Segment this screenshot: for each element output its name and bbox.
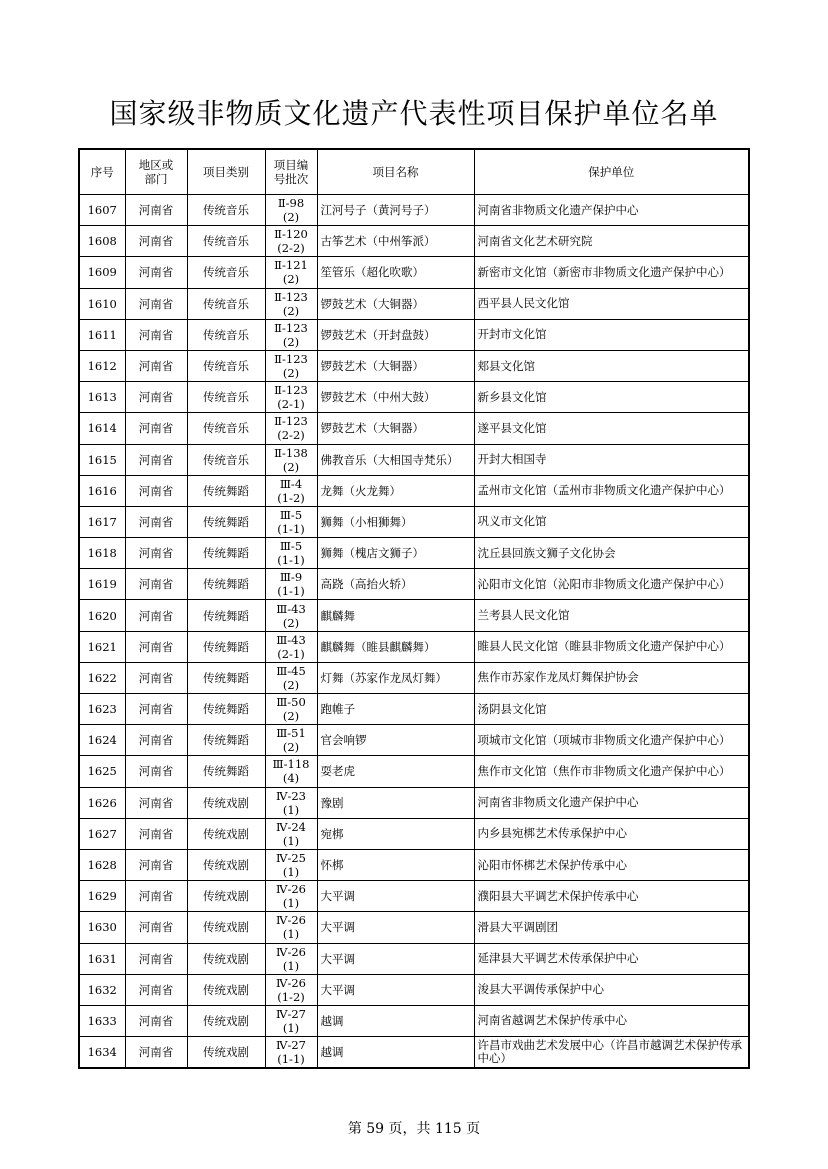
row-region: 河南省	[125, 787, 187, 818]
row-region: 河南省	[125, 538, 187, 569]
table-row	[79, 444, 749, 475]
row-category: 传统戏剧	[187, 818, 265, 849]
row-name: 越调	[317, 1037, 474, 1069]
row-name: 江河号子（黄河号子）	[317, 195, 474, 226]
row-name: 高跷（高抬火轿）	[317, 569, 474, 600]
row-seq: 1612	[79, 350, 125, 381]
row-batch: (2)	[282, 709, 300, 724]
row-unit: 滑县大平调剧团	[474, 912, 749, 943]
row-code	[265, 694, 317, 725]
table-header-row	[79, 149, 749, 195]
row-seq: 1629	[79, 881, 125, 912]
row-code	[265, 288, 317, 319]
row-code	[265, 569, 317, 600]
row-code	[265, 1037, 317, 1069]
row-category: 传统舞蹈	[187, 538, 265, 569]
table-row	[79, 662, 749, 693]
row-name: 狮舞（小相狮舞）	[317, 506, 474, 537]
table-row	[79, 849, 749, 880]
row-unit: 遂平县文化馆	[474, 413, 749, 444]
row-batch: (1-1)	[277, 1052, 305, 1067]
table-row	[79, 226, 749, 257]
row-code-number: Ⅳ-27	[275, 1038, 306, 1053]
row-code-number: Ⅱ-138	[274, 445, 308, 460]
row-unit: 新乡县文化馆	[474, 382, 749, 413]
row-seq: 1620	[79, 600, 125, 631]
table-row	[79, 1005, 749, 1036]
row-name: 官会响锣	[317, 725, 474, 756]
row-unit: 巩义市文化馆	[474, 506, 749, 537]
row-region: 河南省	[125, 725, 187, 756]
row-unit: 河南省越调艺术保护传承中心	[474, 1005, 749, 1036]
row-category: 传统戏剧	[187, 912, 265, 943]
table-row	[79, 881, 749, 912]
row-region: 河南省	[125, 943, 187, 974]
row-code-number: Ⅲ-51	[276, 726, 306, 741]
table-row	[79, 631, 749, 662]
row-unit: 河南省文化艺术研究院	[474, 226, 749, 257]
row-seq: 1611	[79, 319, 125, 350]
row-batch: (1)	[282, 865, 300, 880]
row-unit: 郏县文化馆	[474, 350, 749, 381]
row-code-number: Ⅲ-5	[279, 507, 303, 522]
row-unit: 孟州市文化馆（孟州市非物质文化遗产保护中心）	[474, 475, 749, 506]
row-region: 河南省	[125, 849, 187, 880]
row-name: 龙舞（火龙舞）	[317, 475, 474, 506]
row-code-number: Ⅲ-45	[276, 663, 306, 678]
row-seq: 1616	[79, 475, 125, 506]
row-name: 大平调	[317, 974, 474, 1005]
row-name: 灯舞（苏家作龙凤灯舞）	[317, 662, 474, 693]
row-region: 河南省	[125, 226, 187, 257]
row-region: 河南省	[125, 257, 187, 288]
row-batch: (2)	[282, 210, 300, 225]
row-region: 河南省	[125, 756, 187, 787]
row-code	[265, 787, 317, 818]
row-seq: 1610	[79, 288, 125, 319]
row-batch: (1)	[282, 896, 300, 911]
table-row	[79, 756, 749, 787]
row-unit: 睢县人民文化馆（睢县非物质文化遗产保护中心）	[474, 631, 749, 662]
row-code	[265, 257, 317, 288]
row-name: 锣鼓艺术（大铜器）	[317, 288, 474, 319]
row-category: 传统戏剧	[187, 974, 265, 1005]
row-name: 耍老虎	[317, 756, 474, 787]
row-code-number: Ⅱ-123	[274, 383, 308, 398]
row-seq: 1621	[79, 631, 125, 662]
row-batch: (1)	[282, 927, 300, 942]
row-name: 豫剧	[317, 787, 474, 818]
row-unit: 内乡县宛梆艺术传承保护中心	[474, 818, 749, 849]
row-category: 传统戏剧	[187, 943, 265, 974]
row-name: 锣鼓艺术（开封盘鼓）	[317, 319, 474, 350]
header-code: 项目编号批次	[265, 149, 317, 195]
table-row	[79, 943, 749, 974]
row-category: 传统戏剧	[187, 1005, 265, 1036]
row-category: 传统舞蹈	[187, 475, 265, 506]
table-row	[79, 787, 749, 818]
row-batch: (2-2)	[277, 241, 305, 256]
row-code	[265, 226, 317, 257]
row-category: 传统舞蹈	[187, 694, 265, 725]
row-region: 河南省	[125, 881, 187, 912]
row-batch: (2)	[282, 303, 300, 318]
row-code	[265, 849, 317, 880]
row-seq: 1614	[79, 413, 125, 444]
row-code	[265, 319, 317, 350]
row-category: 传统音乐	[187, 195, 265, 226]
row-region: 河南省	[125, 694, 187, 725]
row-seq: 1618	[79, 538, 125, 569]
row-code	[265, 600, 317, 631]
row-category: 传统音乐	[187, 413, 265, 444]
row-region: 河南省	[125, 1037, 187, 1069]
row-code	[265, 382, 317, 413]
row-code	[265, 631, 317, 662]
row-name: 跑帷子	[317, 694, 474, 725]
row-name: 古筝艺术（中州筝派）	[317, 226, 474, 257]
row-code-number: Ⅲ-50	[276, 695, 306, 710]
row-seq: 1619	[79, 569, 125, 600]
row-code	[265, 943, 317, 974]
row-code	[265, 413, 317, 444]
header-unit: 保护单位	[474, 149, 749, 195]
row-batch: (1-1)	[277, 521, 305, 536]
row-batch: (2-2)	[277, 428, 305, 443]
table-row	[79, 974, 749, 1005]
row-code-number: Ⅱ-120	[274, 227, 308, 242]
row-seq: 1630	[79, 912, 125, 943]
table-row	[79, 600, 749, 631]
row-seq: 1623	[79, 694, 125, 725]
row-code	[265, 350, 317, 381]
row-unit: 河南省非物质文化遗产保护中心	[474, 787, 749, 818]
row-name: 大平调	[317, 912, 474, 943]
row-seq: 1624	[79, 725, 125, 756]
row-name: 大平调	[317, 943, 474, 974]
row-unit: 开封大相国寺	[474, 444, 749, 475]
row-code	[265, 725, 317, 756]
row-unit: 西平县人民文化馆	[474, 288, 749, 319]
table-row	[79, 725, 749, 756]
table-row	[79, 382, 749, 413]
row-name: 麒麟舞	[317, 600, 474, 631]
row-name: 锣鼓艺术（大铜器）	[317, 413, 474, 444]
table-row	[79, 319, 749, 350]
table-row	[79, 475, 749, 506]
row-unit: 兰考县人民文化馆	[474, 600, 749, 631]
row-batch: (1)	[282, 802, 300, 817]
row-code-number: Ⅳ-27	[275, 1006, 306, 1021]
row-code-number: Ⅲ-5	[279, 539, 303, 554]
row-name: 麒麟舞（睢县麒麟舞）	[317, 631, 474, 662]
table-row	[79, 195, 749, 226]
row-region: 河南省	[125, 569, 187, 600]
row-batch: (1)	[282, 833, 300, 848]
row-region: 河南省	[125, 818, 187, 849]
row-name: 大平调	[317, 881, 474, 912]
row-seq: 1622	[79, 662, 125, 693]
row-seq: 1609	[79, 257, 125, 288]
row-code-number: Ⅲ-43	[276, 601, 306, 616]
row-unit: 焦作市苏家作龙凤灯舞保护协会	[474, 662, 749, 693]
row-code-number: Ⅱ-121	[274, 258, 308, 273]
row-batch: (2)	[282, 740, 300, 755]
row-code	[265, 444, 317, 475]
table-row	[79, 538, 749, 569]
header-category: 项目类别	[187, 149, 265, 195]
row-unit: 汤阴县文化馆	[474, 694, 749, 725]
row-code-number: Ⅱ-123	[274, 320, 308, 335]
row-seq: 1631	[79, 943, 125, 974]
row-region: 河南省	[125, 506, 187, 537]
row-region: 河南省	[125, 350, 187, 381]
row-seq: 1613	[79, 382, 125, 413]
row-code-number: Ⅲ-9	[279, 570, 303, 585]
row-seq: 1628	[79, 849, 125, 880]
table-row	[79, 1037, 749, 1069]
row-seq: 1626	[79, 787, 125, 818]
row-unit: 浚县大平调传承保护中心	[474, 974, 749, 1005]
table-row	[79, 288, 749, 319]
row-code-number: Ⅱ-123	[274, 289, 308, 304]
row-category: 传统舞蹈	[187, 662, 265, 693]
header-name: 项目名称	[317, 149, 474, 195]
row-seq: 1632	[79, 974, 125, 1005]
row-category: 传统戏剧	[187, 881, 265, 912]
row-category: 传统舞蹈	[187, 631, 265, 662]
row-unit: 沁阳市文化馆（沁阳市非物质文化遗产保护中心）	[474, 569, 749, 600]
header-region: 地区或部门	[125, 149, 187, 195]
row-category: 传统音乐	[187, 288, 265, 319]
row-batch: (4)	[282, 771, 300, 786]
row-batch: (1)	[282, 1020, 300, 1035]
table-row	[79, 506, 749, 537]
row-seq: 1608	[79, 226, 125, 257]
row-code-number: Ⅳ-23	[275, 788, 306, 803]
row-code	[265, 818, 317, 849]
row-region: 河南省	[125, 288, 187, 319]
row-unit: 沈丘县回族文狮子文化协会	[474, 538, 749, 569]
row-batch: (1-2)	[277, 989, 305, 1004]
registry-table	[78, 148, 750, 1069]
table-row	[79, 413, 749, 444]
row-unit: 河南省非物质文化遗产保护中心	[474, 195, 749, 226]
row-category: 传统音乐	[187, 444, 265, 475]
row-category: 传统舞蹈	[187, 600, 265, 631]
row-code-number: Ⅱ-123	[274, 352, 308, 367]
row-code	[265, 912, 317, 943]
row-seq: 1607	[79, 195, 125, 226]
row-category: 传统舞蹈	[187, 506, 265, 537]
row-seq: 1627	[79, 818, 125, 849]
row-unit: 项城市文化馆（项城市非物质文化遗产保护中心）	[474, 725, 749, 756]
row-code-number: Ⅲ-43	[276, 632, 306, 647]
table-row	[79, 694, 749, 725]
row-category: 传统舞蹈	[187, 725, 265, 756]
row-code-number: Ⅳ-26	[275, 913, 306, 928]
row-code	[265, 475, 317, 506]
row-code-number: Ⅳ-25	[275, 851, 306, 866]
row-category: 传统音乐	[187, 319, 265, 350]
row-region: 河南省	[125, 319, 187, 350]
row-category: 传统音乐	[187, 382, 265, 413]
row-unit: 沁阳市怀梆艺术保护传承中心	[474, 849, 749, 880]
row-category: 传统戏剧	[187, 1037, 265, 1069]
row-batch: (2)	[282, 677, 300, 692]
row-code	[265, 881, 317, 912]
row-region: 河南省	[125, 912, 187, 943]
row-name: 狮舞（槐店文狮子）	[317, 538, 474, 569]
row-code	[265, 974, 317, 1005]
row-batch: (2)	[282, 615, 300, 630]
row-name: 越调	[317, 1005, 474, 1036]
row-unit: 开封市文化馆	[474, 319, 749, 350]
table-row	[79, 350, 749, 381]
page-title: 国家级非物质文化遗产代表性项目保护单位名单	[109, 97, 719, 130]
row-batch: (1-1)	[277, 553, 305, 568]
row-code	[265, 538, 317, 569]
row-batch: (1-1)	[277, 584, 305, 599]
row-code	[265, 195, 317, 226]
table-row	[79, 257, 749, 288]
row-code-number: Ⅳ-26	[275, 975, 306, 990]
row-batch: (2)	[282, 366, 300, 381]
row-unit: 新密市文化馆（新密市非物质文化遗产保护中心）	[474, 257, 749, 288]
row-region: 河南省	[125, 600, 187, 631]
row-code-number: Ⅳ-26	[275, 882, 306, 897]
row-region: 河南省	[125, 475, 187, 506]
row-category: 传统音乐	[187, 350, 265, 381]
row-unit: 许昌市戏曲艺术发展中心（许昌市越调艺术保护传承中心）	[474, 1037, 749, 1069]
header-seq: 序号	[79, 149, 125, 195]
table-row	[79, 912, 749, 943]
row-region: 河南省	[125, 413, 187, 444]
row-name: 锣鼓艺术（中州大鼓）	[317, 382, 474, 413]
row-seq: 1633	[79, 1005, 125, 1036]
row-region: 河南省	[125, 382, 187, 413]
row-code-number: Ⅱ-98	[277, 196, 305, 211]
row-region: 河南省	[125, 195, 187, 226]
page-number: 第 59 页，共 115 页	[347, 1121, 481, 1137]
row-category: 传统舞蹈	[187, 756, 265, 787]
row-name: 佛教音乐（大相国寺梵乐）	[317, 444, 474, 475]
row-category: 传统音乐	[187, 257, 265, 288]
table-row	[79, 569, 749, 600]
row-seq: 1617	[79, 506, 125, 537]
row-category: 传统戏剧	[187, 787, 265, 818]
row-region: 河南省	[125, 444, 187, 475]
row-code	[265, 756, 317, 787]
row-code	[265, 662, 317, 693]
row-category: 传统戏剧	[187, 849, 265, 880]
row-code-number: Ⅲ-4	[279, 476, 303, 491]
row-unit: 濮阳县大平调艺术保护传承中心	[474, 881, 749, 912]
row-category: 传统音乐	[187, 226, 265, 257]
row-code	[265, 506, 317, 537]
row-code-number: Ⅳ-24	[275, 819, 306, 834]
row-region: 河南省	[125, 1005, 187, 1036]
row-seq: 1625	[79, 756, 125, 787]
row-batch: (2-1)	[277, 646, 305, 661]
row-batch: (2-1)	[277, 397, 305, 412]
row-batch: (2)	[282, 334, 300, 349]
row-batch: (1)	[282, 958, 300, 973]
row-name: 怀梆	[317, 849, 474, 880]
row-code-number: Ⅳ-26	[275, 944, 306, 959]
row-category: 传统舞蹈	[187, 569, 265, 600]
row-code-number: Ⅲ-118	[272, 757, 310, 772]
row-code-number: Ⅱ-123	[274, 414, 308, 429]
row-region: 河南省	[125, 631, 187, 662]
row-name: 宛梆	[317, 818, 474, 849]
row-batch: (1-2)	[277, 490, 305, 505]
row-batch: (2)	[282, 459, 300, 474]
row-unit: 延津县大平调艺术传承保护中心	[474, 943, 749, 974]
table-row	[79, 818, 749, 849]
row-region: 河南省	[125, 974, 187, 1005]
row-name: 锣鼓艺术（大铜器）	[317, 350, 474, 381]
row-batch: (2)	[282, 272, 300, 287]
row-seq: 1634	[79, 1037, 125, 1069]
row-code	[265, 1005, 317, 1036]
row-unit: 焦作市文化馆（焦作市非物质文化遗产保护中心）	[474, 756, 749, 787]
row-region: 河南省	[125, 662, 187, 693]
row-name: 笙管乐（超化吹歌）	[317, 257, 474, 288]
row-seq: 1615	[79, 444, 125, 475]
